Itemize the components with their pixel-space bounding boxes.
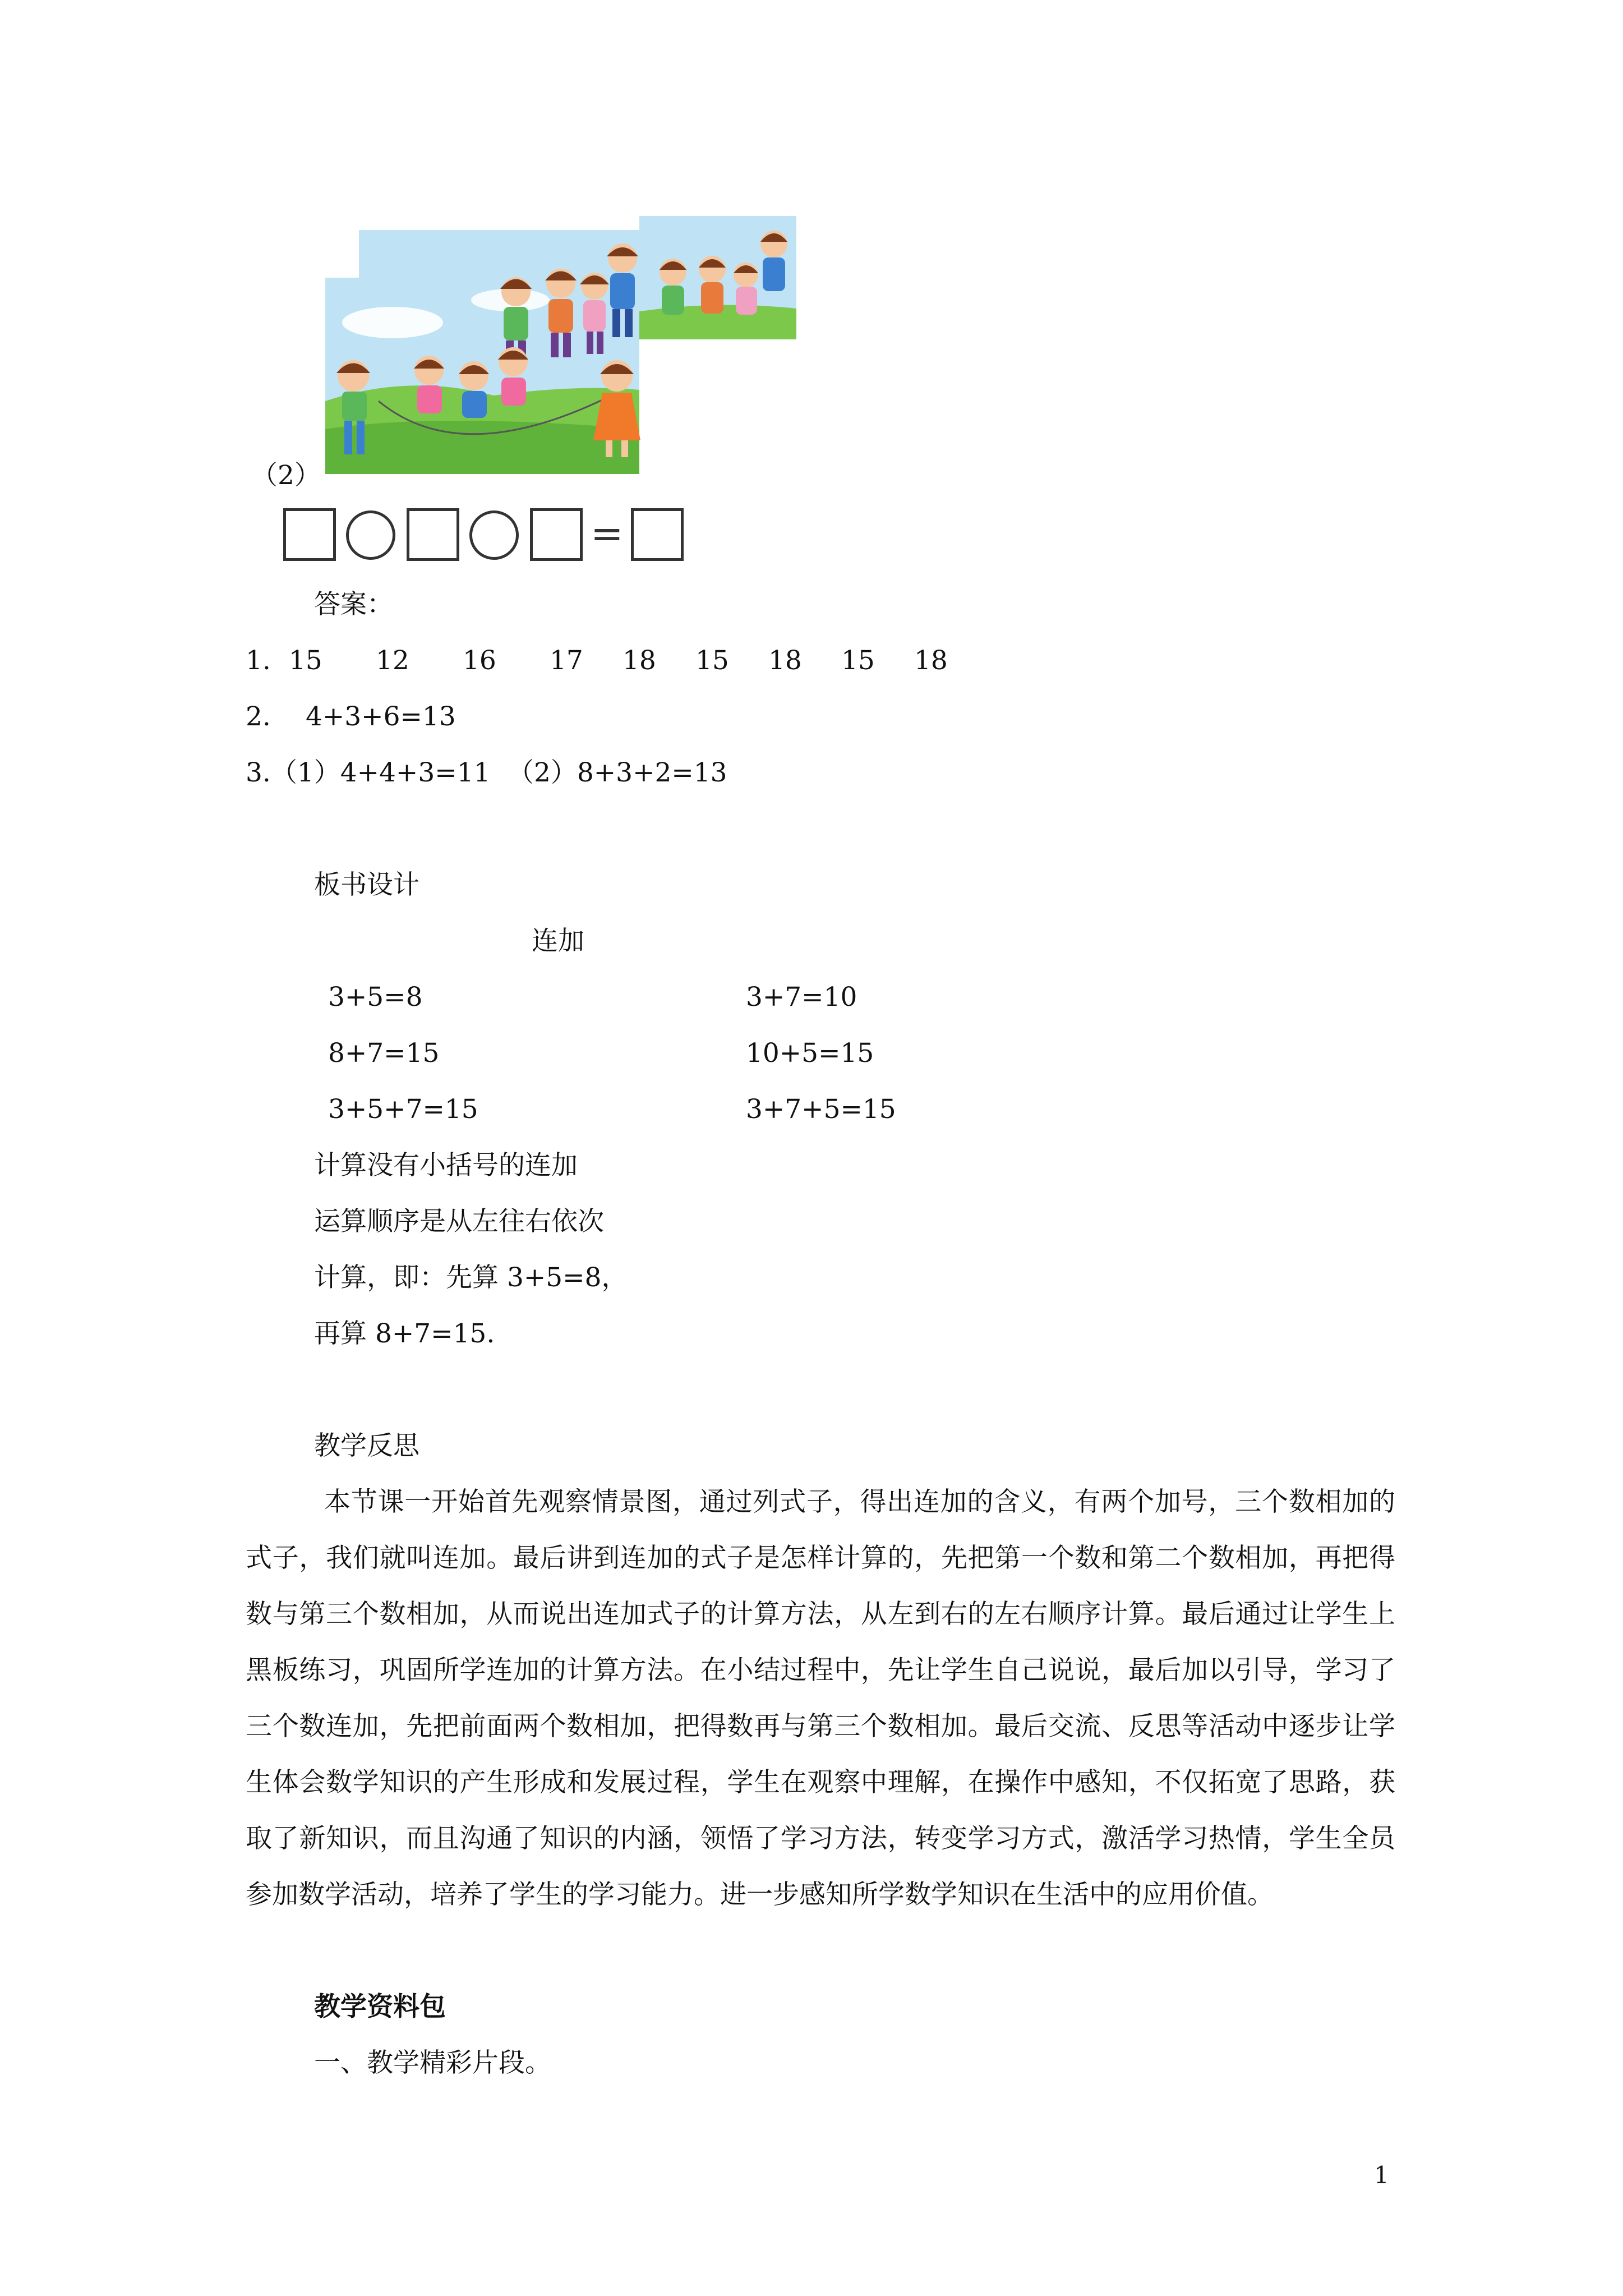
board-left-line: 3+5+7=15: [328, 1094, 478, 1125]
board-note: 运算顺序是从左往右依次: [314, 1206, 604, 1237]
resources-item: 一、教学精彩片段。: [314, 2047, 551, 2078]
reflection-paragraph: [246, 1474, 1395, 1923]
answer-2-number: 2.: [246, 701, 271, 732]
equation-blank-template: [283, 504, 693, 565]
answer-value: 18: [623, 645, 656, 676]
reflection-body: 本节课一开始首先观察情景图，通过列式子，得出连加的含义，有两个加号，三个数相加的式子，我们就叫连加。最后讲到连加的式子是怎样计算的，先把第一个数和第二个数相加，再把得数与第三个数相加，从而说出连加式子的计算方法，从左到右的左右顺序计算。最后通过让学生上黑板练习，巩固所学连加的计算方法。在小结过程中，先让学生自己说说，最后加以引导，学习了三个数连加，先把前面两个数相加，把得数再与第三个数相加。最后交流、反思等活动中逐步让学生体会数学知识的产生形成和发展过程，学生在观察中理解，在操作中感知，不仅拓宽了思路，获取了新知识，而且沟通了知识的内涵，领悟了学习方法，转变学习方式，激活学习热情，学生全员参加数学活动，培养了学生的学习能力。进一步感知所学数学知识在生活中的应用价值。: [246, 1487, 1395, 1910]
resources-heading: 教学资料包: [314, 1991, 446, 2022]
answer-value: 16: [463, 645, 496, 676]
answer-value: 17: [550, 645, 583, 676]
answer-box[interactable]: [283, 508, 336, 561]
board-left-line: 3+5=8: [328, 982, 423, 1013]
board-title: 连加: [532, 926, 584, 956]
operator-circle[interactable]: [346, 510, 395, 560]
answer-3-text: 3.（1）4+4+3=11: [246, 757, 491, 788]
equals-sign: =: [591, 510, 624, 556]
reflection-heading: 教学反思: [314, 1430, 419, 1461]
answer-2-text: 4+3+6=13: [306, 701, 456, 732]
answer-value: 15: [841, 645, 875, 676]
answer-box[interactable]: [407, 508, 459, 561]
operator-circle[interactable]: [469, 510, 519, 560]
exercise-label: （2）: [251, 460, 321, 491]
answer-value: 15: [695, 645, 729, 676]
answer-value: 15: [289, 645, 322, 676]
answer-value: 12: [376, 645, 409, 676]
board-note: 计算，即：先算 3+5=8，: [314, 1262, 628, 1293]
children-playing-illustration: [325, 216, 796, 474]
page-number: 1: [1374, 2161, 1389, 2189]
answer-value: 18: [914, 645, 948, 676]
answers-heading: 答案：: [314, 589, 393, 620]
board-note: 再算 8+7=15.: [314, 1318, 495, 1349]
board-right-line: 3+7+5=15: [746, 1094, 896, 1125]
board-left-line: 8+7=15: [328, 1038, 440, 1069]
answer-box[interactable]: [631, 508, 684, 561]
board-right-line: 3+7=10: [746, 982, 857, 1013]
answer-3-text-b: （2）8+3+2=13: [508, 757, 727, 788]
board-heading: 板书设计: [314, 869, 419, 900]
answer-1-number: 1.: [246, 645, 271, 676]
board-right-line: 10+5=15: [746, 1038, 874, 1069]
answer-box[interactable]: [530, 508, 583, 561]
board-note: 计算没有小括号的连加: [314, 1150, 578, 1181]
answer-value: 18: [768, 645, 802, 676]
